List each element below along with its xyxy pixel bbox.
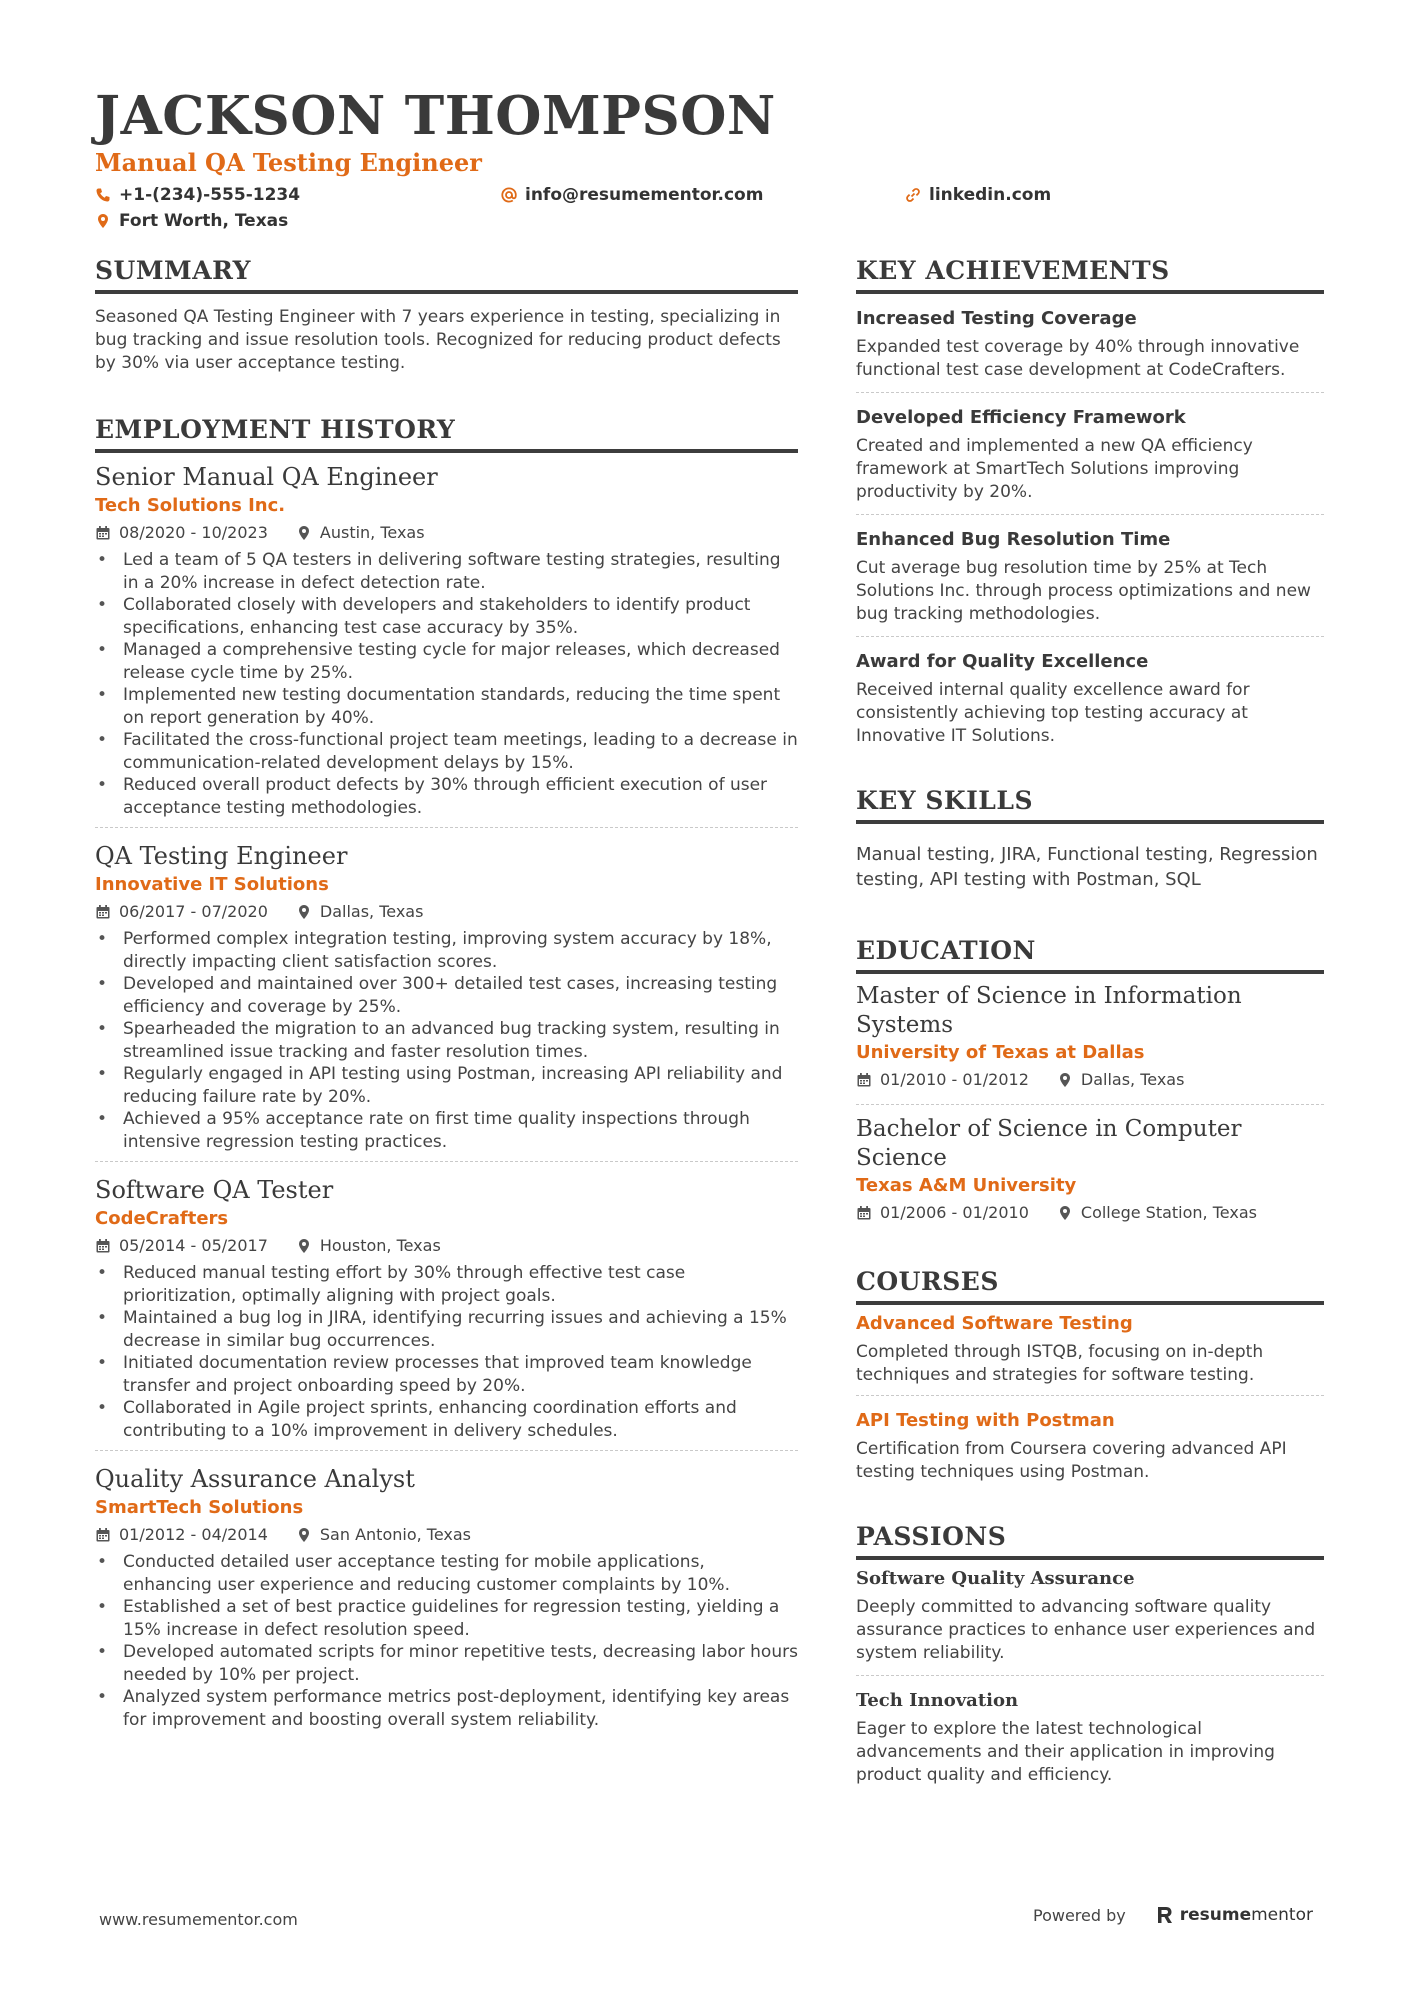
job-bullet: • Reduced overall product defects by 30% through efficient execution of user acceptance testing methodologies.: [95, 774, 798, 819]
linkedin-text: linkedin.com: [929, 184, 1052, 205]
company-name: SmartTech Solutions: [95, 1497, 304, 1518]
achievement-title: Increased Testing Coverage: [856, 308, 1137, 329]
achievement-title: Enhanced Bug Resolution Time: [856, 529, 1171, 550]
passion-item: [856, 1566, 1324, 1676]
job-dates: [95, 1523, 268, 1547]
job-bullet: • Spearheaded the migration to an advanced bug tracking system, resulting in streamlined issue tracking and faster resolution times.: [95, 1018, 798, 1063]
education-meta: [856, 1201, 1324, 1225]
calendar-icon: [95, 904, 111, 920]
job-bullets: [95, 928, 798, 1153]
job-title: Software QA Tester: [95, 1176, 334, 1204]
job-bullets: [95, 549, 798, 819]
education-dates: [856, 1068, 1029, 1092]
employment-section: [95, 413, 798, 1739]
job-meta: [95, 521, 798, 545]
job-bullet: • Collaborated closely with developers and stakeholders to identify product specifications, enhancing test case accuracy by 35%.: [95, 594, 798, 639]
course-text: Certification from Coursera covering advanced API testing techniques using Postman.: [856, 1439, 1287, 1482]
achievement-item: [856, 405, 1324, 515]
job-bullet: • Developed automated scripts for minor repetitive tests, decreasing labor hours needed by 10% per project.: [95, 1641, 798, 1686]
job-dates: [95, 521, 268, 545]
calendar-icon: [95, 525, 111, 541]
job-title: Quality Assurance Analyst: [95, 1465, 415, 1493]
education-dates-text: 01/2010 - 01/2012: [880, 1070, 1029, 1089]
job-title: QA Testing Engineer: [95, 842, 348, 870]
job-entry: [95, 461, 798, 828]
map-pin-icon: [296, 525, 312, 541]
job-bullet: • Maintained a bug log in JIRA, identifying recurring issues and achieving a 15% decrease in similar bug occurrences.: [95, 1307, 798, 1352]
course-title: Advanced Software Testing: [856, 1313, 1133, 1334]
job-entry: [95, 1174, 798, 1451]
achievement-text: Expanded test coverage by 40% through innovative functional test case development at CodeCrafters.: [856, 337, 1300, 380]
job-bullet: • Performed complex integration testing, improving system accuracy by 18%, directly impacting client satisfaction scores.: [95, 928, 798, 973]
job-location-text: San Antonio, Texas: [319, 1525, 471, 1544]
job-location: [296, 521, 425, 545]
job-entry: [95, 840, 798, 1162]
achievement-item: [856, 527, 1324, 637]
calendar-icon: [856, 1072, 872, 1088]
map-pin-icon: [296, 1238, 312, 1254]
achievement-text: Created and implemented a new QA efficiency framework at SmartTech Solutions improving productivity by 20%.: [856, 436, 1253, 502]
education-dates-text: 01/2006 - 01/2010: [880, 1203, 1029, 1222]
link-icon: [905, 187, 921, 203]
job-bullet: • Conducted detailed user acceptance testing for mobile applications, enhancing user experience and reducing customer complaints by 10%.: [95, 1551, 798, 1596]
job-meta: [95, 1234, 798, 1258]
job-title: Senior Manual QA Engineer: [95, 463, 438, 491]
map-pin-icon: [296, 904, 312, 920]
job-location-text: Dallas, Texas: [319, 902, 424, 921]
education-heading: EDUCATION: [856, 934, 1324, 974]
map-pin-icon: [296, 1527, 312, 1543]
map-pin-icon: [1057, 1205, 1073, 1221]
contact-location: [95, 208, 288, 233]
achievements-heading: KEY ACHIEVEMENTS: [856, 254, 1324, 294]
job-bullet: • Managed a comprehensive testing cycle for major releases, which decreased release cycle time by 25%.: [95, 639, 798, 684]
education-section: [856, 934, 1324, 1237]
job-meta: [95, 1523, 798, 1547]
company-name: Innovative IT Solutions: [95, 874, 329, 895]
brand-bold: resume: [1179, 1905, 1252, 1925]
candidate-name: JACKSON THOMPSON: [95, 85, 776, 147]
job-dates-text: 06/2017 - 07/2020: [119, 902, 268, 921]
contact-linkedin[interactable]: [905, 182, 1051, 207]
skills-heading: KEY SKILLS: [856, 784, 1324, 824]
achievements-section: [856, 254, 1324, 758]
passion-text: Deeply committed to advancing software quality assurance practices to enhance user experiences and system reliability.: [856, 1597, 1316, 1663]
job-dates-text: 05/2014 - 05/2017: [119, 1236, 268, 1255]
map-pin-icon: [95, 213, 111, 229]
course-item: [856, 1311, 1324, 1396]
achievement-text: Cut average bug resolution time by 25% at Tech Solutions Inc. through process optimizations and new bug tracking methodologies.: [856, 558, 1311, 624]
achievement-text: Received internal quality excellence award for consistently achieving top testing accuracy at Innovative IT Solutions.: [856, 680, 1250, 746]
job-location: [296, 1234, 441, 1258]
job-bullet: • Reduced manual testing effort by 30% through effective test case prioritization, optimally aligning with project goals.: [95, 1262, 798, 1307]
employment-heading: EMPLOYMENT HISTORY: [95, 413, 798, 453]
left-column: [95, 254, 798, 1751]
right-column: [856, 254, 1324, 1809]
contact-phone[interactable]: [95, 182, 300, 207]
calendar-icon: [95, 1527, 111, 1543]
achievement-item: [856, 649, 1324, 758]
course-item: [856, 1408, 1324, 1492]
calendar-icon: [95, 1238, 111, 1254]
location-text: Fort Worth, Texas: [119, 210, 289, 231]
job-bullets: [95, 1551, 798, 1731]
achievement-title: Award for Quality Excellence: [856, 651, 1149, 672]
contact-info: [95, 182, 1325, 236]
passions-section: [856, 1520, 1324, 1797]
passion-item: [856, 1688, 1324, 1797]
job-bullet: • Initiated documentation review processes that improved team knowledge transfer and project onboarding speed by 20%.: [95, 1352, 798, 1397]
job-bullet: • Developed and maintained over 300+ detailed test cases, increasing testing efficiency and coverage by 25%.: [95, 973, 798, 1018]
education-dates: [856, 1201, 1029, 1225]
passion-text: Eager to explore the latest technological advancements and their application in improving product quality and efficiency.: [856, 1719, 1275, 1785]
resume-header: [95, 84, 1325, 236]
course-text: Completed through ISTQB, focusing on in-depth techniques and strategies for software testing.: [856, 1342, 1264, 1385]
job-bullet: • Collaborated in Agile project sprints, enhancing coordination efforts and contributing to a 10% improvement in delivery schedules.: [95, 1397, 798, 1442]
company-name: CodeCrafters: [95, 1208, 229, 1229]
job-bullets: [95, 1262, 798, 1442]
company-name: Tech Solutions Inc.: [95, 495, 286, 516]
job-location: [296, 1523, 471, 1547]
job-dates-text: 01/2012 - 04/2014: [119, 1525, 268, 1544]
job-dates-text: 08/2020 - 10/2023: [119, 523, 268, 542]
map-pin-icon: [1057, 1072, 1073, 1088]
passions-heading: PASSIONS: [856, 1520, 1324, 1560]
brand-light: mentor: [1251, 1905, 1313, 1925]
education-meta: [856, 1068, 1324, 1092]
phone-icon: [95, 187, 111, 203]
passion-title: Software Quality Assurance: [856, 1568, 1135, 1589]
job-bullet: • Implemented new testing documentation standards, reducing the time spent on report generation by 40%.: [95, 684, 798, 729]
school-name: University of Texas at Dallas: [856, 1042, 1145, 1063]
achievement-title: Developed Efficiency Framework: [856, 407, 1186, 428]
job-bullet: • Regularly engaged in API testing using Postman, increasing API reliability and reducing failure rate by 20%.: [95, 1063, 798, 1108]
email-text: info@resumementor.com: [525, 184, 764, 205]
job-meta: [95, 900, 798, 924]
education-item: [856, 982, 1324, 1105]
powered-by-label: Powered by: [1033, 1905, 1126, 1925]
skills-text: Manual testing, JIRA, Functional testing, Regression testing, API testing with Postman, SQL: [856, 844, 1318, 890]
skills-section: [856, 784, 1324, 892]
job-dates: [95, 1234, 268, 1258]
education-location: [1057, 1068, 1185, 1092]
job-location-text: Houston, Texas: [319, 1236, 441, 1255]
education-location-text: College Station, Texas: [1080, 1203, 1257, 1222]
job-entry: [95, 1463, 798, 1739]
contact-email[interactable]: [501, 182, 763, 207]
job-location: [296, 900, 424, 924]
courses-section: [856, 1265, 1324, 1492]
job-bullet: • Analyzed system performance metrics post-deployment, identifying key areas for improvement and boosting overall system reliability.: [95, 1686, 798, 1731]
job-bullet: • Facilitated the cross-functional project team meetings, leading to a decrease in communication-related development delays by 15%.: [95, 729, 798, 774]
school-name: Texas A&M University: [856, 1175, 1077, 1196]
resumementor-logo-icon: [1156, 1905, 1174, 1925]
education-item: [856, 1115, 1324, 1237]
summary-heading: SUMMARY: [95, 254, 798, 294]
degree-title: Master of Science in Information Systems: [856, 983, 1242, 1038]
candidate-role: Manual QA Testing Engineer: [95, 148, 482, 177]
phone-text: +1-(234)-555-1234: [119, 184, 301, 205]
calendar-icon: [856, 1205, 872, 1221]
passion-title: Tech Innovation: [856, 1690, 1019, 1711]
courses-heading: COURSES: [856, 1265, 1324, 1305]
education-location: [1057, 1201, 1257, 1225]
degree-title: Bachelor of Science in Computer Science: [856, 1116, 1242, 1171]
job-dates: [95, 900, 268, 924]
education-location-text: Dallas, Texas: [1080, 1070, 1185, 1089]
summary-text: Seasoned QA Testing Engineer with 7 years experience in testing, specializing in bug tracking and issue resolution tools. Recognized for reducing product defects by 30% via user acceptance testing.: [95, 307, 781, 373]
course-title: API Testing with Postman: [856, 1410, 1115, 1431]
footer-website[interactable]: www.resumementor.com: [99, 1910, 298, 1929]
job-bullet: • Established a set of best practice guidelines for regression testing, yielding a 15% increase in defect resolution speed.: [95, 1596, 798, 1641]
summary-section: [95, 254, 798, 375]
achievement-item: [856, 306, 1324, 393]
at-sign-icon: [501, 187, 517, 203]
brand-logo[interactable]: [1156, 1905, 1313, 1925]
job-bullet: • Achieved a 95% acceptance rate on first time quality inspections through intensive regression testing practices.: [95, 1108, 798, 1153]
job-location-text: Austin, Texas: [319, 523, 425, 542]
job-bullet: • Led a team of 5 QA testers in delivering software testing strategies, resulting in a 20% increase in defect detection rate.: [95, 549, 798, 594]
footer-powered: [1033, 1905, 1313, 1925]
